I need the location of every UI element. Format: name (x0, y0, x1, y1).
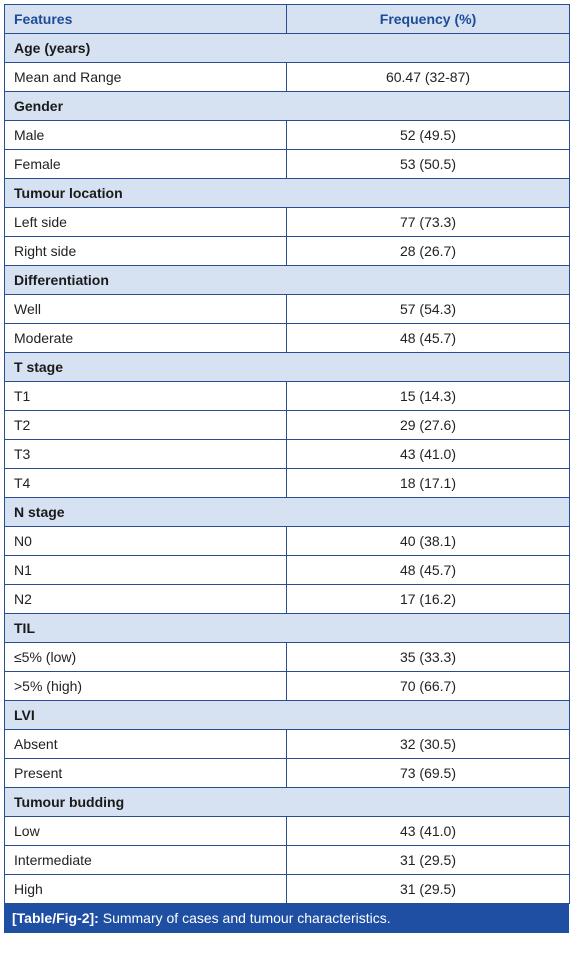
feature-label: Low (5, 817, 287, 846)
table-row (5, 556, 570, 585)
section-header-label: Age (years) (5, 34, 570, 63)
table-row (5, 730, 570, 759)
table-row (5, 208, 570, 237)
table-row (5, 469, 570, 498)
section-header-label: LVI (5, 701, 570, 730)
frequency-value: 48 (45.7) (287, 324, 570, 353)
feature-label: ≤5% (low) (5, 643, 287, 672)
table-container (4, 4, 569, 933)
frequency-value: 43 (41.0) (287, 440, 570, 469)
column-header-features: Features (5, 5, 287, 34)
section-header-row (5, 34, 570, 63)
table-row (5, 875, 570, 904)
frequency-value: 77 (73.3) (287, 208, 570, 237)
frequency-value: 48 (45.7) (287, 556, 570, 585)
feature-label: Absent (5, 730, 287, 759)
section-header-label: Tumour location (5, 179, 570, 208)
feature-label: Moderate (5, 324, 287, 353)
characteristics-table (4, 4, 570, 904)
section-header-label: Gender (5, 92, 570, 121)
feature-label: N2 (5, 585, 287, 614)
section-header-label: TIL (5, 614, 570, 643)
table-row (5, 150, 570, 179)
frequency-value: 57 (54.3) (287, 295, 570, 324)
section-header-label: T stage (5, 353, 570, 382)
section-header-label: Differentiation (5, 266, 570, 295)
table-header-row (5, 5, 570, 34)
frequency-value: 31 (29.5) (287, 875, 570, 904)
table-row (5, 643, 570, 672)
feature-label: Mean and Range (5, 63, 287, 92)
frequency-value: 15 (14.3) (287, 382, 570, 411)
table-caption (4, 904, 569, 933)
frequency-value: 43 (41.0) (287, 817, 570, 846)
frequency-value: 52 (49.5) (287, 121, 570, 150)
feature-label: Well (5, 295, 287, 324)
feature-label: Right side (5, 237, 287, 266)
table-row (5, 585, 570, 614)
feature-label: T3 (5, 440, 287, 469)
frequency-value: 28 (26.7) (287, 237, 570, 266)
section-header-row (5, 701, 570, 730)
table-row (5, 846, 570, 875)
frequency-value: 73 (69.5) (287, 759, 570, 788)
frequency-value: 32 (30.5) (287, 730, 570, 759)
table-row (5, 237, 570, 266)
section-header-label: N stage (5, 498, 570, 527)
frequency-value: 70 (66.7) (287, 672, 570, 701)
table-row (5, 121, 570, 150)
caption-tag: [Table/Fig-2]: (12, 910, 99, 926)
table-row (5, 295, 570, 324)
feature-label: >5% (high) (5, 672, 287, 701)
feature-label: Female (5, 150, 287, 179)
feature-label: T2 (5, 411, 287, 440)
feature-label: Intermediate (5, 846, 287, 875)
section-header-row (5, 788, 570, 817)
frequency-value: 40 (38.1) (287, 527, 570, 556)
feature-label: High (5, 875, 287, 904)
feature-label: T1 (5, 382, 287, 411)
column-header-frequency: Frequency (%) (287, 5, 570, 34)
frequency-value: 31 (29.5) (287, 846, 570, 875)
table-row (5, 759, 570, 788)
caption-text: Summary of cases and tumour characteristics. (98, 910, 391, 926)
feature-label: Male (5, 121, 287, 150)
frequency-value: 17 (16.2) (287, 585, 570, 614)
table-row (5, 324, 570, 353)
table-row (5, 411, 570, 440)
table-body (5, 34, 570, 904)
table-row (5, 63, 570, 92)
table-row (5, 817, 570, 846)
frequency-value: 35 (33.3) (287, 643, 570, 672)
table-row (5, 440, 570, 469)
section-header-row (5, 92, 570, 121)
section-header-row (5, 498, 570, 527)
feature-label: Present (5, 759, 287, 788)
section-header-row (5, 179, 570, 208)
section-header-row (5, 266, 570, 295)
section-header-row (5, 614, 570, 643)
feature-label: Left side (5, 208, 287, 237)
frequency-value: 18 (17.1) (287, 469, 570, 498)
frequency-value: 29 (27.6) (287, 411, 570, 440)
feature-label: N1 (5, 556, 287, 585)
section-header-label: Tumour budding (5, 788, 570, 817)
feature-label: N0 (5, 527, 287, 556)
table-row (5, 527, 570, 556)
section-header-row (5, 353, 570, 382)
frequency-value: 60.47 (32-87) (287, 63, 570, 92)
table-row (5, 382, 570, 411)
frequency-value: 53 (50.5) (287, 150, 570, 179)
feature-label: T4 (5, 469, 287, 498)
table-row (5, 672, 570, 701)
